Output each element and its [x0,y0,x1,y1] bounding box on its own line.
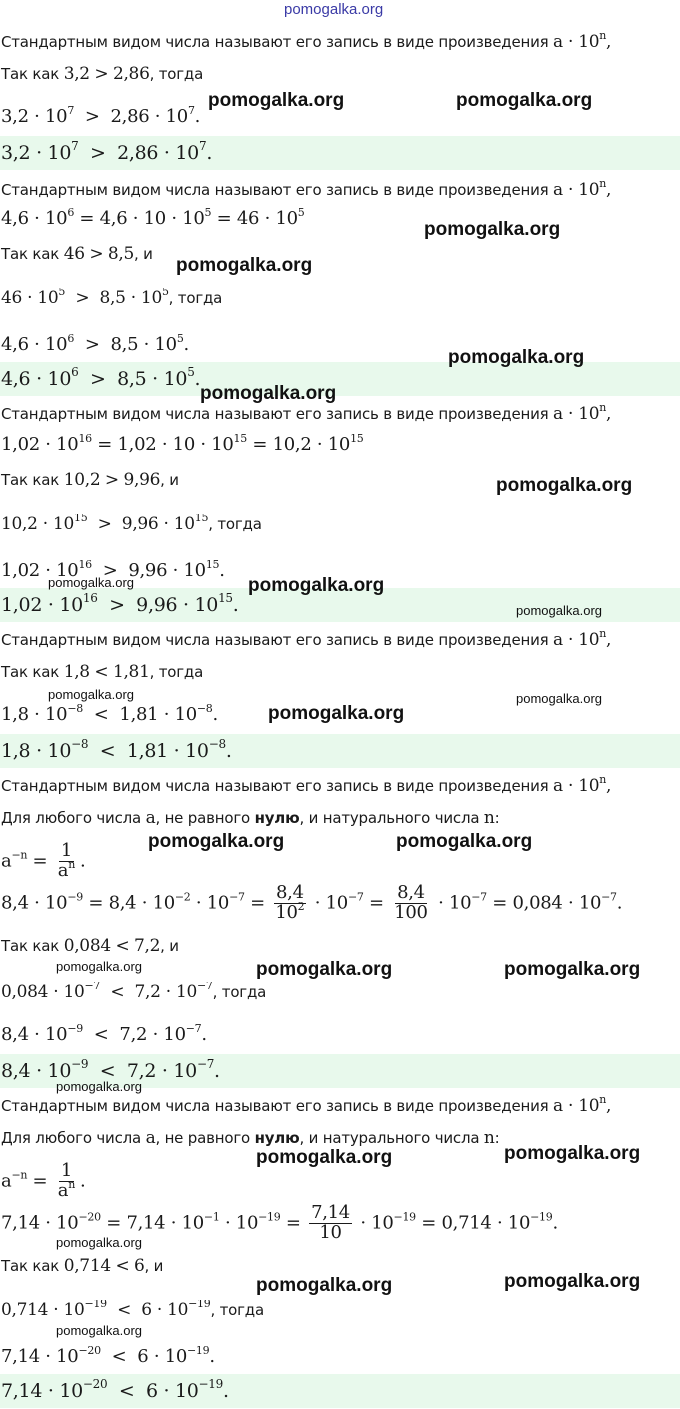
watermark: pomogalka.org [504,959,641,980]
watermark: pomogalka.org [516,691,602,706]
watermark: pomogalka.org [248,575,385,596]
watermark: pomogalka.org [256,1275,393,1296]
watermark: pomogalka.org [48,575,134,590]
watermark-top[interactable]: pomogalka.org [284,1,384,18]
conversion-line-2: $4,6 \cdot 10^6 = 4,6 \cdot 10 \cdot 10^5 = 46 \cdot 10^5$ [1,208,305,229]
intro-text-2: Стандартным видом числа называют его запись в виде произведения $a \cdot 10^n$, [1,180,612,200]
watermark: pomogalka.org [448,347,585,368]
watermark: pomogalka.org [176,255,313,276]
rule-line-5: Для любого числа a, не равного нулю, и натурального числа n: [1,808,500,828]
rule-formula-5: $a^{-n}$ = $\frac{1}{a^n}$ . [1,842,86,881]
answer-highlight-4: $1,8 \cdot 10^{-8} < 1,81 \cdot 10^{-8}$. [0,734,680,768]
conversion-line-6: $7,14 \cdot 10^{-20} = 7,14 \cdot 10^{-1} \cdot 10^{-19}$ = $\frac{7,14}{10}$ · $10^{-19} = 0,714 \cdot 10^{-19}$. [1,1204,558,1243]
since-line-1: Так как 3,2 > 2,86, тогда [1,64,204,84]
comparison-line-2: $4,6 \cdot 10^6 > 8,5 \cdot 10^5$. [1,334,189,355]
intro-text-1: Стандартным видом числа называют его запись в виде произведения $a \cdot 10^n$, [1,32,612,52]
watermark: pomogalka.org [256,959,393,980]
watermark: pomogalka.org [396,831,533,852]
intro-text-5: Стандартным видом числа называют его запись в виде произведения $a \cdot 10^n$, [1,776,612,796]
rule-line-6: Для любого числа a, не равного нулю, и натурального числа n: [1,1128,500,1148]
watermark: pomogalka.org [504,1143,641,1164]
comparison-then-3: $10,2 \cdot 10^{15} > 9,96 \cdot 10^{15}$, тогда [1,514,262,534]
answer-highlight-5: $8,4 \cdot 10^{-9} < 7,2 \cdot 10^{-7}$. [0,1054,680,1088]
since-line-5: Так как 0,084 < 7,2, и [1,936,179,956]
answer-highlight-1: $3,2 \cdot 10^7 > 2,86 \cdot 10^7$. [0,136,680,170]
since-line-6: Так как 0,714 < 6, и [1,1256,164,1276]
answer-highlight-6: $7,14 \cdot 10^{-20} < 6 \cdot 10^{-19}$. [0,1374,680,1408]
watermark: pomogalka.org [56,1079,142,1094]
watermark: pomogalka.org [256,1147,393,1168]
answer-highlight-2: $4,6 \cdot 10^6 > 8,5 \cdot 10^5$. [0,362,680,396]
watermark: pomogalka.org [48,687,134,702]
watermark: pomogalka.org [148,831,285,852]
watermark: pomogalka.org [56,1323,142,1338]
since-line-4: Так как 1,8 < 1,81, тогда [1,662,204,682]
watermark: pomogalka.org [56,1235,142,1250]
conversion-line-3: $1,02 \cdot 10^{16} = 1,02 \cdot 10 \cdot 10^{15} = 10,2 \cdot 10^{15}$ [1,434,364,455]
intro-text-4: Стандартным видом числа называют его запись в виде произведения $a \cdot 10^n$, [1,630,612,650]
watermark: pomogalka.org [424,219,561,240]
watermark: pomogalka.org [56,959,142,974]
comparison-line-4: $1,8 \cdot 10^{-8} < 1,81 \cdot 10^{-8}$. [1,704,218,725]
comparison-line-1: $3,2 \cdot 10^7 > 2,86 \cdot 10^7$. [1,106,201,127]
watermark: pomogalka.org [208,90,345,111]
comparison-line-5: $8,4 \cdot 10^{-9} < 7,2 \cdot 10^{-7}$. [1,1024,207,1045]
watermark: pomogalka.org [496,475,633,496]
watermark: pomogalka.org [516,603,602,618]
comparison-line-6: $7,14 \cdot 10^{-20} < 6 \cdot 10^{-19}$. [1,1346,215,1367]
rule-formula-6: $a^{-n}$ = $\frac{1}{a^n}$ . [1,1162,86,1201]
comparison-then-6: $0,714 \cdot 10^{-19} < 6 \cdot 10^{-19}$, тогда [1,1300,264,1320]
answer-highlight-3: $1,02 \cdot 10^{16} > 9,96 \cdot 10^{15}$. [0,588,680,622]
comparison-then-5: $0,084 \cdot 10^{-7} < 7,2 \cdot 10^{-7}$, тогда [1,982,267,1002]
intro-text-3: Стандартным видом числа называют его запись в виде произведения $a \cdot 10^n$, [1,404,612,424]
watermark: pomogalka.org [200,383,337,404]
comparison-line-3: $1,02 \cdot 10^{16} > 9,96 \cdot 10^{15}$. [1,560,225,581]
conversion-line-5: $8,4 \cdot 10^{-9} = 8,4 \cdot 10^{-2} \cdot 10^{-7}$ = $\frac{8,4}{10^2}$ · $10^{-7}$ = $\frac{8,4}{100}$ · $10^{-7} = 0,084 \cdot 10^{-7}$. [1,884,623,923]
watermark: pomogalka.org [268,703,405,724]
since-line-3: Так как 10,2 > 9,96, и [1,470,179,490]
since-line-2: Так как 46 > 8,5, и [1,244,153,264]
watermark: pomogalka.org [456,90,593,111]
watermark: pomogalka.org [504,1271,641,1292]
comparison-then-2: $46 \cdot 10^5 > 8,5 \cdot 10^5$, тогда [1,288,223,308]
intro-text-6: Стандартным видом числа называют его запись в виде произведения $a \cdot 10^n$, [1,1096,612,1116]
